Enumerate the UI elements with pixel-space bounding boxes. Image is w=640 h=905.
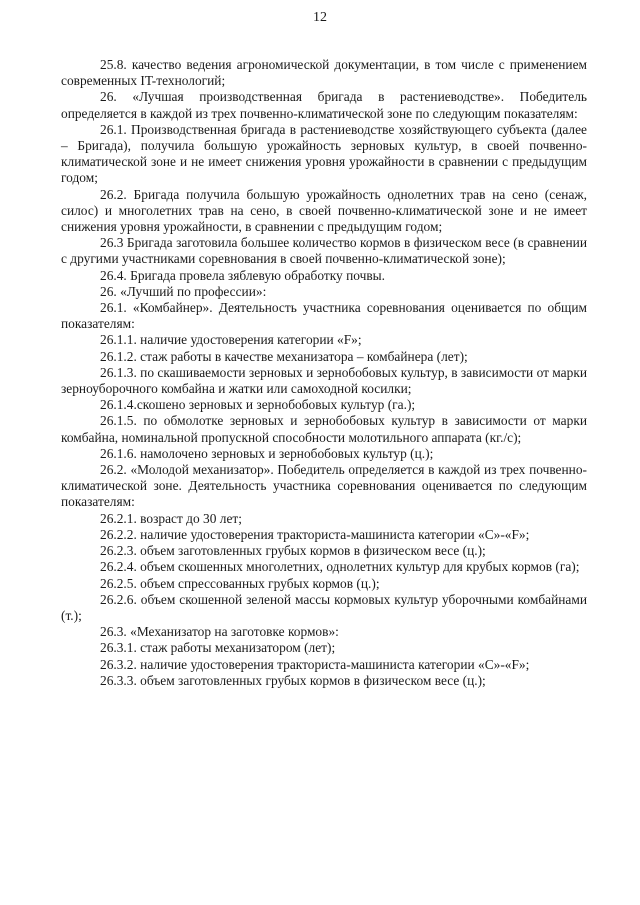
paragraph-26-3-3: 26.3.3. объем заготовленных грубых кормов в физическом весе (ц.); [100, 672, 486, 688]
page-number: 12 [313, 10, 327, 25]
paragraph-26-1-5: 26.1.5. по обмолотке зерновых и зернобобовых культур в зависимости от марки комбайна, номинальной пропускной способности молотильного аппарата (кг./с); [61, 413, 587, 445]
paragraph-26-3-1: 26.3.1. стаж работы механизатором (лет); [100, 640, 336, 656]
paragraph-26-1: 26.1. Производственная бригада в растениеводстве хозяйствующего субъекта (далее – Бригада), получила большую урожайность зерновых культур, в своей почвенно-климатической зоне и не имеет снижения уровня урожайности в сравнении с предыдущим годом; [61, 121, 587, 186]
paragraph-26-1-4: 26.1.4.скошено зерновых и зернобобовых культур (га.); [100, 397, 416, 413]
paragraph-26-best-brigade: 26. «Лучшая производственная бригада в растениеводстве». Победитель определяется в каждой из трех почвенно-климатической зоне по следующим показателям: [61, 89, 587, 121]
paragraph-26-1-1: 26.1.1. наличие удостоверения категории «F»; [100, 332, 362, 348]
paragraph-25-8: 25.8. качество ведения агрономической документации, в том числе с применением современных IT-технологий; [61, 57, 587, 89]
paragraph-26-3: 26.3 Бригада заготовила большее количество кормов в физическом весе (в сравнении с другими участниками соревнования в своей почвенно-климатической зоне); [61, 235, 587, 267]
paragraph-26-3-2: 26.3.2. наличие удостоверения тракториста-машиниста категории «С»-«F»; [100, 656, 530, 672]
document-body [61, 57, 587, 689]
paragraph-26-4: 26.4. Бригада провела зяблевую обработку почвы. [100, 267, 386, 283]
paragraph-26-2-6: 26.2.6. объем скошенной зеленой массы кормовых культур уборочными комбайнами (т.); [61, 591, 587, 623]
paragraph-26-3-forage-operator: 26.3. «Механизатор на заготовке кормов»: [100, 624, 339, 640]
paragraph-26-1-2: 26.1.2. стаж работы в качестве механизатора – комбайнера (лет); [100, 348, 468, 364]
paragraph-26-2-3: 26.2.3. объем заготовленных грубых кормов в физическом весе (ц.); [100, 543, 486, 559]
paragraph-26-1-3: 26.1.3. по скашиваемости зерновых и зернобобовых культур, в зависимости от марки зерноуборочного комбайна и жатки или самоходной косилки; [61, 364, 587, 397]
paragraph-26-2-5: 26.2.5. объем спрессованных грубых кормов (ц.); [100, 575, 380, 591]
paragraph-26-1-combiner: 26.1. «Комбайнер». Деятельность участника соревнования оценивается по общим показателям: [61, 300, 587, 332]
paragraph-26-2: 26.2. Бригада получила большую урожайность однолетних трав на сено (сенаж, силос) и многолетних трав на сено, в своей почвенно-климатической зоне и не имеет снижения уровня урожайности, в сравнении с предыдущим годом; [61, 186, 587, 235]
paragraph-26-2-1: 26.2.1. возраст до 30 лет; [100, 510, 242, 526]
paragraph-26-2-2: 26.2.2. наличие удостоверения тракториста-машиниста категории «С»-«F»; [100, 526, 530, 542]
paragraph-26-1-6: 26.1.6. намолочено зерновых и зернобобовых культур (ц.); [100, 445, 434, 461]
paragraph-26-2-4: 26.2.4. объем скошенных многолетних, однолетних культур для крубых кормов (га); [100, 559, 580, 575]
paragraph-26-best-profession: 26. «Лучший по профессии»: [100, 283, 267, 299]
paragraph-26-2-young-operator: 26.2. «Молодой механизатор». Победитель определяется в каждой из трех почвенно-климатической зоне. Деятельность участника соревнования оценивается по следующим показателям: [61, 462, 587, 510]
